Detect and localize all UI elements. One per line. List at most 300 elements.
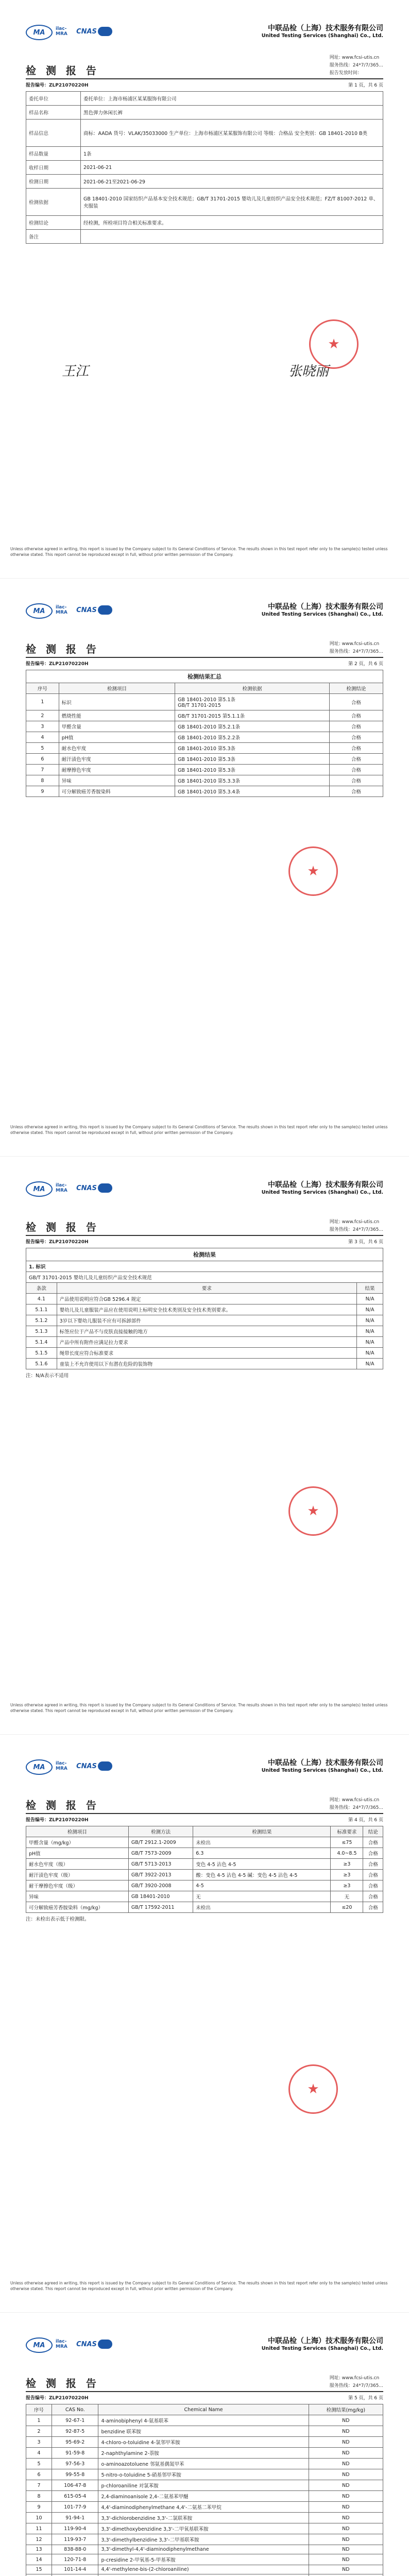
table-cell: 14 <box>26 2554 52 2565</box>
table-row <box>26 106 383 120</box>
table-cell: o-aminoazotoluene 邻氨基偶氮甲苯 <box>98 2459 309 2469</box>
hotline: 服务热线：24*7/7/365... <box>329 1805 383 1810</box>
table-cell: 91-94-1 <box>52 2513 98 2523</box>
table-cell: 5.1.4 <box>26 1337 57 1348</box>
table-cell: benzidine 联苯胺 <box>98 2426 309 2437</box>
table-cell: 101-14-4 <box>52 2565 98 2574</box>
table-note: 注：N/A表示不适用 <box>26 1373 69 1379</box>
table-cell: GB 18401-2010 <box>128 1891 193 1902</box>
table-cell: 2 <box>26 710 59 721</box>
website: 网址: www.fcsi-utis.cn <box>329 55 380 60</box>
table-cell: 标识 <box>59 694 175 710</box>
table-cell: 耐汗渍色牢度（级） <box>26 1870 129 1880</box>
table-row <box>26 2545 383 2554</box>
table-cell: 燃烧性能 <box>59 710 175 721</box>
table-cell: 5.1.2 <box>26 1315 57 1326</box>
title-bar <box>26 55 383 79</box>
table-row <box>26 765 383 775</box>
table-cell: p-cresidine 2-甲氧基-5-甲基苯胺 <box>98 2554 309 2565</box>
report-title: 检 测 报 告 <box>26 2377 99 2389</box>
row-value: 黑色弹力休闲长裤 <box>81 106 383 120</box>
table-cell: 绳带长度应符合标准要求 <box>57 1348 356 1359</box>
table-cell: 119-90-4 <box>52 2523 98 2534</box>
table-cell: 97-56-3 <box>52 2459 98 2469</box>
header-meta <box>330 54 383 77</box>
table-cell: 9 <box>26 2502 52 2513</box>
table-row <box>26 2554 383 2565</box>
brand-logo <box>98 2340 112 2349</box>
cnas-logo: CNAS <box>76 27 97 36</box>
table-row <box>26 710 383 721</box>
cma-logo: MA <box>26 603 53 619</box>
table-cell: 95-69-2 <box>52 2437 98 2448</box>
column-header: 标准要求 <box>331 1826 363 1837</box>
table-row <box>26 1902 383 1913</box>
table-cell: GB/T 7573-2009 <box>128 1848 193 1859</box>
table-row <box>26 1304 383 1315</box>
table-row <box>26 1848 383 1859</box>
ilac-logo: ilac-MRA <box>56 26 67 37</box>
table-cell: ND <box>309 2523 383 2534</box>
table-cell: 合格 <box>329 743 383 754</box>
title-bar <box>26 1795 383 1814</box>
table-cell: N/A <box>357 1348 383 1359</box>
column-header: 条款 <box>26 1283 57 1294</box>
table-cell: 7 <box>26 2480 52 2491</box>
signature-b: 张晓丽 <box>288 364 329 379</box>
page-header <box>26 1735 383 1795</box>
table-cell: GB/T 3922-2013 <box>128 1870 193 1880</box>
table-cell: GB 18401-2010 第5.3.4条 <box>175 786 330 797</box>
row-value: 1条 <box>81 147 383 161</box>
table-cell: ND <box>309 2480 383 2491</box>
labeling-table <box>26 1248 383 1369</box>
table-cell: ND <box>309 2534 383 2545</box>
page-footer: Unless otherwise agreed in writing, this report is issued by the Company subject to its General Conditions of Service. The results shown in this test report refer only to the sample(s) tested unless otherwise stated. This report cannot be reproduced except in full, without prior written permission of the Company. <box>10 1125 388 1135</box>
table-cell: 6 <box>26 754 59 765</box>
table-row <box>26 2513 383 2523</box>
company-name-en: United Testing Services (Shanghai) Co., Ltd. <box>261 1190 383 1195</box>
table-cell: 合格 <box>329 694 383 710</box>
table-cell: GB/T 2912.1-2009 <box>128 1837 193 1848</box>
table-cell: GB/T 3920-2008 <box>128 1880 193 1891</box>
website: 网址: www.fcsi-utis.cn <box>329 1219 380 1225</box>
section-standard: GB/T 31701-2015 婴幼儿及儿童纺织产品安全技术规范 <box>26 1272 383 1283</box>
brand-logo <box>98 1761 112 1771</box>
table-cell: 4-aminobiphenyl 4-氨基联苯 <box>98 2415 309 2426</box>
row-value: 委托单位：上海市杨浦区某某服饰有限公司 <box>81 92 383 106</box>
company-name-en: United Testing Services (Shanghai) Co., Ltd. <box>261 1768 383 1773</box>
table-cell: GB 18401-2010 第5.3条 <box>175 765 330 775</box>
row-value: GB 18401-2010 国家纺织产品基本安全技术规范；GB/T 31701-2015 婴幼儿及儿童纺织产品安全技术规范；FZ/T 81007-2012 单、夹服装 <box>81 189 383 216</box>
cma-logo: MA <box>26 1181 53 1197</box>
table-cell: 5 <box>26 2459 52 2469</box>
table-cell: 4 <box>26 2448 52 2459</box>
hotline: 服务热线：24*7/7/365... <box>329 1227 383 1232</box>
table-cell <box>309 2574 383 2576</box>
table-cell: 5.1.3 <box>26 1326 57 1337</box>
row-label: 样品名称 <box>26 106 81 120</box>
table-row <box>26 2574 383 2576</box>
table-cell: ND <box>309 2459 383 2469</box>
table-cell: 可分解致癌芳香胺染料（mg/kg） <box>26 1902 129 1913</box>
table-cell: 2-naphthylamine 2-萘胺 <box>98 2448 309 2459</box>
table-cell: 3,3'-dimethyl-4,4'-diaminodiphenylmethane <box>98 2545 309 2554</box>
row-label: 收样日期 <box>26 161 81 175</box>
table-cell: 4,4'-diaminodiphenylmethane 4,4'-二氨基二苯甲烷 <box>98 2502 309 2513</box>
report-title: 检 测 报 告 <box>26 643 99 655</box>
table-cell: 5-nitro-o-toluidine 5-硝基邻甲苯胺 <box>98 2469 309 2480</box>
table-cell: 耐摩擦色牢度 <box>59 765 175 775</box>
company-name-en: United Testing Services (Shanghai) Co., Ltd. <box>261 612 383 617</box>
hotline: 服务热线：24*7/7/365... <box>329 63 383 68</box>
cnas-logo: CNAS <box>76 1184 97 1192</box>
column-header: 检测结果(mg/kg) <box>309 2404 383 2415</box>
website: 网址: www.fcsi-utis.cn <box>329 1798 380 1803</box>
table-row <box>26 2415 383 2426</box>
table-cell: 119-93-7 <box>52 2534 98 2545</box>
table-cell: 可分解致癌芳香胺染料 <box>59 786 175 797</box>
column-header: 检测项目 <box>59 683 175 694</box>
table-row <box>26 2459 383 2469</box>
table-cell: 童装上不允许使用以下有潜在危险的装饰物 <box>57 1359 356 1369</box>
table-row <box>26 1359 383 1369</box>
table-row <box>26 175 383 189</box>
title-bar <box>26 1217 383 1236</box>
table-cell: 4-5 <box>193 1880 331 1891</box>
table-row <box>26 1870 383 1880</box>
company-block <box>262 1757 383 1773</box>
ilac-logo: ilac-MRA <box>56 1183 67 1193</box>
table-row <box>26 230 383 244</box>
table-cell: 甲醛含量（mg/kg） <box>26 1837 129 1848</box>
page-header <box>26 0 383 61</box>
summary-table <box>26 91 383 244</box>
column-header: 检测方法 <box>128 1826 193 1837</box>
header-meta <box>330 2375 383 2390</box>
table-cell: 酸：变色 4-5 沾色 4-5 碱：变色 4-5 沾色 4-5 <box>193 1870 331 1880</box>
column-header: 结果 <box>357 1283 383 1294</box>
table-row <box>26 1348 383 1359</box>
column-header: Chemical Name <box>98 2404 309 2415</box>
table-row <box>26 1315 383 1326</box>
report-number: 报告编号：ZLP21070220H <box>26 2396 89 2401</box>
table-cell: 106-47-8 <box>52 2480 98 2491</box>
cma-logo: MA <box>26 1759 53 1775</box>
table-cell: 7 <box>26 765 59 775</box>
table-cell: 合格 <box>363 1859 383 1870</box>
table-cell: 异味 <box>59 775 175 786</box>
table-cell: 5.1.1 <box>26 1304 57 1315</box>
header-meta <box>330 1218 383 1234</box>
table-row <box>26 732 383 743</box>
table-row <box>26 1859 383 1870</box>
page-footer: Unless otherwise agreed in writing, this report is issued by the Company subject to its General Conditions of Service. The results shown in this test report refer only to the sample(s) tested unless otherwise stated. This report cannot be reproduced except in full, without prior written permission of the Company. <box>10 547 388 557</box>
column-header: 结论 <box>363 1826 383 1837</box>
report-title: 检 测 报 告 <box>26 1799 99 1811</box>
row-value <box>81 230 383 244</box>
page-number: 第 5 页，共 6 页 <box>348 2396 383 2401</box>
header-meta <box>330 640 383 656</box>
ilac-logo: ilac-MRA <box>56 605 67 615</box>
table-row <box>26 2480 383 2491</box>
table-cell: 3岁以下婴幼儿服装不应有可拆卸部件 <box>57 1315 356 1326</box>
table-row <box>26 1337 383 1348</box>
table-cell: 92-87-5 <box>52 2426 98 2437</box>
table-row <box>26 743 383 754</box>
report-number-line <box>26 81 383 88</box>
table-cell: 变色 4-5 沾色 4-5 <box>193 1859 331 1870</box>
column-header: CAS No. <box>52 2404 98 2415</box>
table-row <box>26 1891 383 1902</box>
company-name-en: United Testing Services (Shanghai) Co., Ltd. <box>261 2346 383 2351</box>
report-number: 报告编号：ZLP21070220H <box>26 662 89 667</box>
row-label: 检测结论 <box>26 216 81 230</box>
table-row <box>26 189 383 216</box>
report-number-line <box>26 2394 383 2401</box>
cnas-logo: CNAS <box>76 2340 97 2348</box>
page-header <box>26 2313 383 2374</box>
table-cell: 合格 <box>363 1870 383 1880</box>
table-cell: 甲醛含量 <box>59 721 175 732</box>
table-cell: N/A <box>357 1337 383 1348</box>
table-row <box>26 216 383 230</box>
table-cell: 合格 <box>329 786 383 797</box>
table-cell: 3 <box>26 721 59 732</box>
hotline: 服务热线：24*7/7/365... <box>329 649 383 654</box>
report-number-line <box>26 1816 383 1823</box>
section-title: 检测结果 <box>26 1248 383 1261</box>
table-cell: ND <box>309 2469 383 2480</box>
table-row <box>26 1880 383 1891</box>
page-header <box>26 1157 383 1217</box>
company-seal <box>288 1486 338 1536</box>
table-cell: ND <box>309 2448 383 2459</box>
ilac-logo: ilac-MRA <box>56 1761 67 1771</box>
cnas-logo: CNAS <box>76 606 97 614</box>
amine-table <box>26 2404 383 2576</box>
table-cell: 10 <box>26 2513 52 2523</box>
table-cell: 8 <box>26 2491 52 2502</box>
table-cell: ND <box>309 2545 383 2554</box>
company-seal <box>309 319 359 369</box>
table-row <box>26 120 383 147</box>
page-number: 第 2 页，共 6 页 <box>348 662 383 667</box>
table-cell: N/A <box>357 1315 383 1326</box>
table-cell: N/A <box>357 1326 383 1337</box>
page-5 <box>0 2312 409 2576</box>
table-row <box>26 694 383 710</box>
table-cell: 3 <box>26 2437 52 2448</box>
report-number-line <box>26 1238 383 1245</box>
row-label: 委托单位 <box>26 92 81 106</box>
table-cell: 无 <box>193 1891 331 1902</box>
table-cell: 耐水色牢度（级） <box>26 1859 129 1870</box>
table-cell: 合格 <box>363 1880 383 1891</box>
title-bar <box>26 2374 383 2392</box>
page-header <box>26 579 383 639</box>
table-cell: 产品中所有附件应满足拉力要求 <box>57 1337 356 1348</box>
row-label: 检测依据 <box>26 189 81 216</box>
table-cell: 4-chloro-o-toluidine 4-氯邻甲苯胺 <box>98 2437 309 2448</box>
column-header: 序号 <box>26 2404 52 2415</box>
table-row <box>26 2426 383 2437</box>
table-cell: GB 18401-2010 第5.2.2条 <box>175 732 330 743</box>
test-results-table <box>26 1826 383 1913</box>
table-cell <box>98 2574 309 2576</box>
column-header: 检测依据 <box>175 683 330 694</box>
table-cell: 合格 <box>329 732 383 743</box>
table-cell: ≥3 <box>331 1880 363 1891</box>
cma-logo: MA <box>26 25 53 40</box>
company-name-cn: 中联品检（上海）技术服务有限公司 <box>268 2337 383 2345</box>
table-row <box>26 2437 383 2448</box>
table-row <box>26 161 383 175</box>
table-cell: 15 <box>26 2565 52 2574</box>
report-number: 报告编号：ZLP21070220H <box>26 1818 89 1823</box>
page-1 <box>0 0 409 578</box>
table-cell: 耐干摩擦色牢度（级） <box>26 1880 129 1891</box>
table-cell: GB 18401-2010 第5.3条 <box>175 754 330 765</box>
table-cell: GB/T 17592-2011 <box>128 1902 193 1913</box>
table-cell: 合格 <box>363 1837 383 1848</box>
table-cell: 92-67-1 <box>52 2415 98 2426</box>
table-cell: GB/T 31701-2015 第5.1.1条 <box>175 710 330 721</box>
table-cell: ≥3 <box>331 1870 363 1880</box>
page-number: 第 4 页，共 6 页 <box>348 1818 383 1823</box>
table-cell: 838-88-0 <box>52 2545 98 2554</box>
table-cell: GB 18401-2010 第5.1条 GB/T 31701-2015 <box>175 694 330 710</box>
table-cell: 2 <box>26 2426 52 2437</box>
company-seal <box>288 2064 338 2114</box>
table-row <box>26 721 383 732</box>
report-title: 检 测 报 告 <box>26 64 99 77</box>
table-note: 注：未检出表示低于检测限。 <box>26 1917 90 1922</box>
column-header: 检测结论 <box>329 683 383 694</box>
table-cell: 101-77-9 <box>52 2502 98 2513</box>
date-label: 报告发放时间： <box>329 71 362 76</box>
table-cell: GB 18401-2010 第5.3条 <box>175 743 330 754</box>
page-3 <box>0 1156 409 1734</box>
table-cell: ND <box>309 2513 383 2523</box>
report-number: 报告编号：ZLP21070220H <box>26 83 89 88</box>
table-cell: 耐水色牢度 <box>59 743 175 754</box>
cnas-logo: CNAS <box>76 1762 97 1770</box>
table-cell: 5 <box>26 743 59 754</box>
page-number: 第 1 页，共 6 页 <box>348 83 383 88</box>
ilac-logo: ilac-MRA <box>56 2339 67 2349</box>
table-row <box>26 786 383 797</box>
table-cell: 6 <box>26 2469 52 2480</box>
table-cell: ND <box>309 2554 383 2565</box>
brand-logo <box>98 27 112 36</box>
company-block <box>262 601 383 617</box>
table-row <box>26 2491 383 2502</box>
table-cell <box>52 2574 98 2576</box>
column-header: 序号 <box>26 683 59 694</box>
section-heading: 1. 标识 <box>26 1261 383 1272</box>
page-footer: Unless otherwise agreed in writing, this report is issued by the Company subject to its General Conditions of Service. The results shown in this test report refer only to the sample(s) tested unless otherwise stated. This report cannot be reproduced except in full, without prior written permission of the Company. <box>10 2281 388 2291</box>
page-2 <box>0 578 409 1156</box>
table-cell: GB/T 5713-2013 <box>128 1859 193 1870</box>
table-cell: 合格 <box>329 775 383 786</box>
table-cell: 13 <box>26 2545 52 2554</box>
table-row <box>26 754 383 765</box>
table-cell: pH值 <box>26 1848 129 1859</box>
table-cell: 合格 <box>329 710 383 721</box>
table-cell: 合格 <box>363 1891 383 1902</box>
table-cell: ND <box>309 2502 383 2513</box>
table-cell: 12 <box>26 2534 52 2545</box>
table-cell: 8 <box>26 775 59 786</box>
table-cell: ND <box>309 2415 383 2426</box>
table-cell: ND <box>309 2437 383 2448</box>
brand-logo <box>98 1183 112 1193</box>
website: 网址: www.fcsi-utis.cn <box>329 2376 380 2381</box>
table-row <box>26 775 383 786</box>
section-title: 检测结果汇总 <box>26 670 383 683</box>
table-cell: ND <box>309 2491 383 2502</box>
table-cell: ≤75 <box>331 1837 363 1848</box>
table-cell: 合格 <box>363 1848 383 1859</box>
table-row <box>26 2565 383 2574</box>
table-cell: 2,4-diaminoanisole 2,4-二氨基苯甲醚 <box>98 2491 309 2502</box>
row-value: 2021-06-21至2021-06-29 <box>81 175 383 189</box>
table-cell: 1 <box>26 694 59 710</box>
table-row <box>26 2448 383 2459</box>
table-cell: 耐汗渍色牢度 <box>59 754 175 765</box>
table-cell: N/A <box>357 1359 383 1369</box>
report-number-line <box>26 660 383 667</box>
table-cell: 11 <box>26 2523 52 2534</box>
table-cell: 未检出 <box>193 1902 331 1913</box>
header-meta <box>330 1797 383 1812</box>
table-cell: 3,3'-dichlorobenzidine 3,3'-二氯联苯胺 <box>98 2513 309 2523</box>
table-cell: 产品使用说明应符合GB 5296.4 规定 <box>57 1294 356 1304</box>
table-cell: 婴幼儿及儿童服装产品应在使用说明上标明安全技术类别及安全技术类别要求。 <box>57 1304 356 1315</box>
row-value: 2021-06-21 <box>81 161 383 175</box>
table-cell: ND <box>309 2565 383 2574</box>
table-cell: 合格 <box>329 721 383 732</box>
table-cell: GB 18401-2010 第5.3.3条 <box>175 775 330 786</box>
table-cell: 6.3 <box>193 1848 331 1859</box>
table-row <box>26 92 383 106</box>
table-cell: 合格 <box>329 765 383 775</box>
table-row <box>26 2523 383 2534</box>
page-footer: Unless otherwise agreed in writing, this report is issued by the Company subject to its General Conditions of Service. The results shown in this test report refer only to the sample(s) tested unless otherwise stated. This report cannot be reproduced except in full, without prior written permission of the Company. <box>10 1703 388 1713</box>
table-cell: ND <box>309 2426 383 2437</box>
table-cell: 4.1 <box>26 1294 57 1304</box>
website: 网址: www.fcsi-utis.cn <box>329 641 380 647</box>
company-block <box>262 23 383 39</box>
page-4 <box>0 1734 409 2312</box>
table-cell: 4 <box>26 732 59 743</box>
company-name-cn: 中联品检（上海）技术服务有限公司 <box>268 1759 383 1767</box>
table-cell: ≤20 <box>331 1902 363 1913</box>
table-cell: 91-59-8 <box>52 2448 98 2459</box>
hotline: 服务热线：24*7/7/365... <box>329 2383 383 2388</box>
table-cell: N/A <box>357 1304 383 1315</box>
column-header: 检测项目 <box>26 1826 129 1837</box>
table-cell: pH值 <box>59 732 175 743</box>
table-cell: 120-71-8 <box>52 2554 98 2565</box>
row-label: 检测日期 <box>26 175 81 189</box>
company-block <box>262 2335 383 2351</box>
table-cell: ≥3 <box>331 1859 363 1870</box>
company-name-cn: 中联品检（上海）技术服务有限公司 <box>268 24 383 32</box>
table-cell: 99-55-8 <box>52 2469 98 2480</box>
brand-logo <box>98 605 112 615</box>
